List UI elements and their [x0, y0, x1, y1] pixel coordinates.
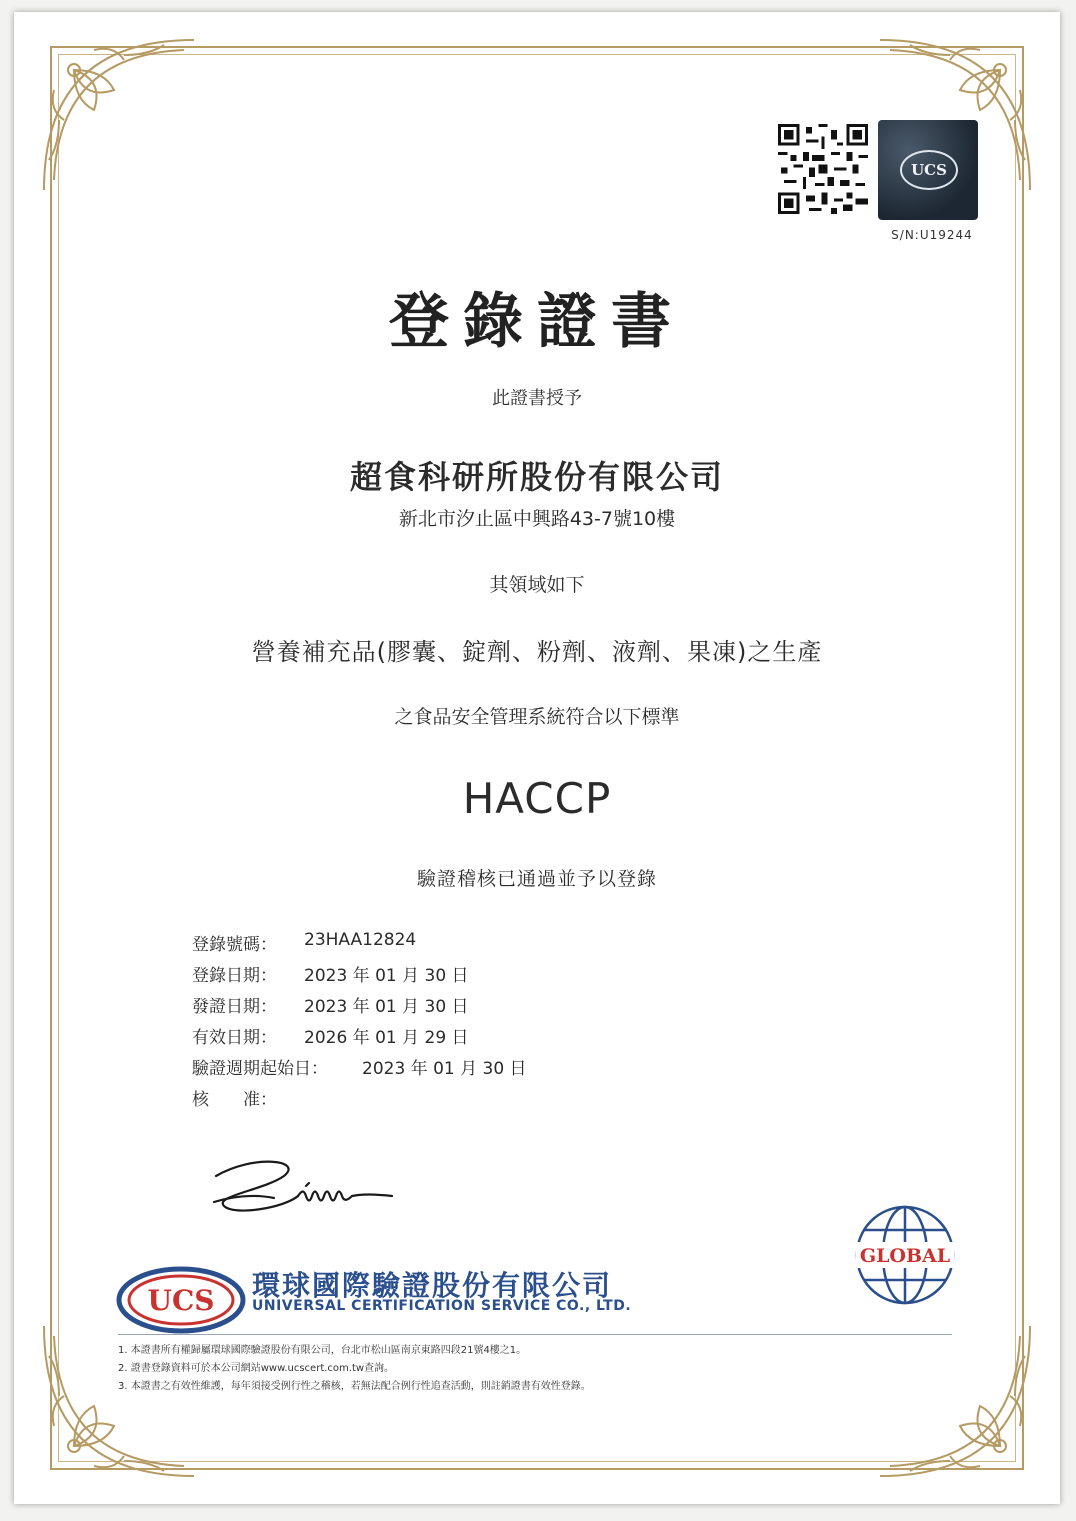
detail-value: 2023 年 01 月 30 日	[362, 1059, 527, 1079]
corner-ornament-bottom-right	[870, 1316, 1040, 1486]
scope-label: 其領域如下	[489, 574, 585, 596]
detail-label: 發證日期：	[192, 997, 277, 1017]
footer-note: 1. 本證書所有權歸屬環球國際驗證股份有限公司，台北市松山區南京東路四段21號4樓之1。	[118, 1345, 527, 1356]
hologram-seal	[878, 120, 978, 220]
global-logo	[852, 1202, 958, 1308]
detail-label: 有效日期：	[192, 1028, 277, 1048]
ucs-logo	[116, 1264, 246, 1334]
detail-label: 核 准：	[192, 1090, 277, 1110]
detail-label: 登錄號碼：	[192, 935, 277, 955]
qr-code[interactable]	[778, 124, 868, 214]
serial-number: S/N:U19244	[891, 228, 973, 242]
footer-note: 2. 證書登錄資料可於本公司網站www.ucscert.com.tw查詢。	[118, 1363, 395, 1374]
footer-divider	[118, 1334, 952, 1335]
grant-text: 此證書授予	[492, 388, 582, 409]
audit-passed-text: 驗證稽核已通過並予以登錄	[416, 868, 657, 890]
detail-value: 2023 年 01 月 30 日	[304, 997, 469, 1017]
hologram-ucs-mark: UCS	[900, 150, 958, 190]
detail-value: 23HAA12824	[304, 930, 417, 950]
global-logo-text: GLOBAL	[859, 1245, 951, 1267]
detail-label: 驗證週期起始日：	[192, 1059, 328, 1079]
certificate-title: 登錄證書	[389, 287, 685, 357]
footer-note: 3. 本證書之有效性維護，每年須接受例行性之稽核，若無法配合例行性追查活動，則註銷證書有效性登錄。	[118, 1381, 591, 1392]
issuer-name-zh: 環球國際驗證股份有限公司	[252, 1269, 613, 1302]
company-name: 超食科研所股份有限公司	[349, 458, 724, 496]
company-address: 新北市汐止區中興路43-7號10樓	[398, 508, 676, 530]
corner-ornament-top-left	[34, 30, 204, 200]
certification-scope: 營養補充品(膠囊、錠劑、粉劑、液劑、果凍)之生產	[251, 638, 823, 666]
conformity-statement: 之食品安全管理系統符合以下標準	[394, 706, 680, 728]
certificate-sheet	[14, 12, 1060, 1504]
detail-label: 登錄日期：	[192, 966, 277, 986]
approver-signature	[194, 1146, 434, 1236]
detail-value: 2026 年 01 月 29 日	[304, 1028, 469, 1048]
standard-name: HACCP	[462, 774, 612, 823]
ucs-logo-text: UCS	[147, 1284, 215, 1317]
issuer-name-en: UNIVERSAL CERTIFICATION SERVICE CO., LTD.	[252, 1298, 632, 1314]
footer-notes	[118, 1342, 591, 1396]
detail-value: 2023 年 01 月 30 日	[304, 966, 469, 986]
